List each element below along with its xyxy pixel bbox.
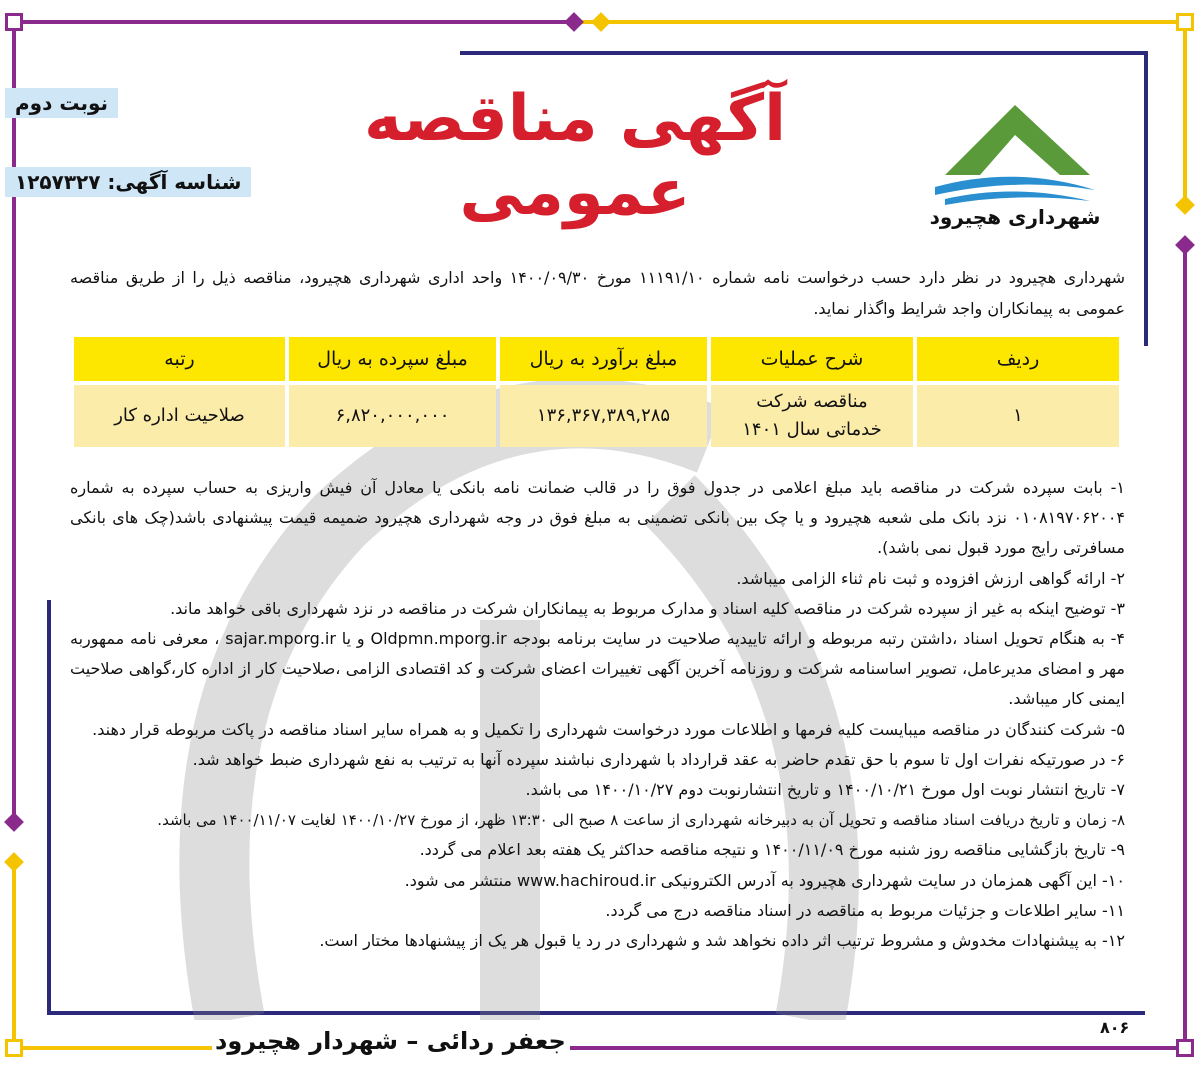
frame-line xyxy=(12,1046,212,1050)
list-item: ۲- ارائه گواهی ارزش افزوده و ثبت نام ثناء الزامی میباشد. xyxy=(736,568,1125,588)
ad-id-value: ۱۲۵۷۳۲۷ xyxy=(15,170,101,194)
frame-corner xyxy=(5,1039,23,1057)
frame-line xyxy=(47,600,51,1015)
col-estimate: مبلغ برآورد به ریال xyxy=(500,337,707,381)
frame-line xyxy=(1183,20,1187,200)
tender-table xyxy=(70,333,1123,451)
frame-diamond xyxy=(564,12,584,32)
table-row xyxy=(74,385,1119,447)
ad-code: ۸۰۶ xyxy=(1100,1018,1130,1037)
frame-diamond xyxy=(1175,235,1195,255)
table-header-row xyxy=(74,337,1119,381)
ad-id-badge xyxy=(5,167,251,197)
list-item: ۳- توضیح اینکه به غیر از سپرده شرکت در مناقصه کلیه اسناد و مدارک مربوط به پیمانکاران شرکت در مناقصه در نزد شهرداری باقی خواهد ماند. xyxy=(170,598,1125,618)
frame-diamond xyxy=(4,812,24,832)
conditions-list xyxy=(70,473,1125,956)
col-row: ردیف xyxy=(917,337,1119,381)
cell-rank: صلاحیت اداره کار xyxy=(74,385,285,447)
page-title: آگهی مناقصه عمومی xyxy=(364,82,786,230)
list-item: ۶- در صورتیکه نفرات اول تا سوم با حق تقدم حاضر به عقد قرارداد با شهرداری نباشند سپرده آنها به ترتیب به نفع شهرداری ضبط خواهد شد. xyxy=(192,749,1125,769)
logo-text: شهرداری هچیرود xyxy=(929,205,1101,229)
list-item: ۵- شرکت کنندگان در مناقصه میبایست کلیه فرمها و اطلاعات مورد درخواست شهرداری را تکمیل و به همراه سایر اسناد مناقصه در پاکت مربوطه قرار دهند. xyxy=(92,719,1125,739)
frame-line xyxy=(570,1046,1187,1050)
frame-line xyxy=(1183,245,1187,1048)
frame-corner xyxy=(5,13,23,31)
frame-corner xyxy=(1176,1039,1194,1057)
frame-diamond xyxy=(591,12,611,32)
frame-line xyxy=(12,20,16,820)
intro-paragraph: شهرداری هچیرود در نظر دارد حسب درخواست نامه شماره ۱۱۱۹۱/۱۰ مورخ ۱۴۰۰/۰۹/۳۰ واحد اداری شهرداری هچیرود، مناقصه ذیل را از طریق مناقصه عمومی به پیمانکاران واجد شرایط واگذار نماید. xyxy=(70,268,1125,318)
list-item: ۷- تاریخ انتشار نوبت اول مورخ ۱۴۰۰/۱۰/۲۱ و تاریخ انتشارنوبت دوم ۱۴۰۰/۱۰/۲۷ می باشد. xyxy=(525,780,1125,800)
col-deposit: مبلغ سپرده به ریال xyxy=(289,337,496,381)
list-item: ۸- زمان و تاریخ دریافت اسناد مناقصه و تحویل آن به دبیرخانه شهرداری از ساعت ۸ صبح الی ۱۳:۳۰ ظهر، از مورخ ۱۴۰۰/۱۰/۲۷ لغایت ۱۴۰۰/۱۱/۰۷ می باشد. xyxy=(157,811,1125,830)
list-item: ۴- به هنگام تحویل اسناد ،داشتن رتبه مربوطه و ارائه تاییدیه صلاحیت در سایت برنامه بودجه Oldpmn.mporg.ir و یا sajar.mporg.ir ، معرفی نامه ممهوربه مهر و امضای مدیرعامل، تصویر اساسنامه شرکت و روزنامه آخرین آگهی تغییرات اعضای شرکت و کد اقتصادی الزامی ،صلاحیت کار از اداره کار،گواهی صلاحیت ایمنی کار میباشد. xyxy=(70,629,1126,709)
round-badge: نوبت دوم xyxy=(5,88,118,118)
frame-line xyxy=(460,51,1148,55)
signature: جعفر ردائی – شهردار هچیرود xyxy=(215,1027,566,1055)
list-item: ۱۲- به پیشنهادات مخدوش و مشروط ترتیب اثر داده نخواهد شد و شهرداری در رد یا قبول هر یک از پیشنهادها مختار است. xyxy=(319,931,1125,951)
cell-deposit: ۶,۸۲۰,۰۰۰,۰۰۰ xyxy=(289,385,496,447)
list-item: ۱۱- سایر اطلاعات و جزئیات مربوط به مناقصه در اسناد مناقصه درج می گردد. xyxy=(605,900,1125,920)
list-item: ۱- بابت سپرده شرکت در مناقصه باید مبلغ اعلامی در جدول فوق را در قالب ضمانت نامه بانکی یا معادل آن فیش واریزی به حساب سپرده به شماره ۰۱۰۸۱۹۷۰۶۲۰۰۴ نزد بانک ملی شعبه هچیرود و یا چک بین بانکی تضمینی به مبلغ فوق در وجه شهرداری هچیرود ضمیمه قیمت پیشنهادی باشد(چک های بانکی مسافرتی رایج مورد قبول نمی باشد). xyxy=(70,478,1125,558)
cell-estimate: ۱۳۶,۳۶۷,۳۸۹,۲۸۵ xyxy=(500,385,707,447)
col-rank: رتبه xyxy=(74,337,285,381)
frame-line xyxy=(12,20,572,24)
cell-description: مناقصه شرکت خدماتی سال ۱۴۰۱ xyxy=(711,385,913,447)
list-item: ۱۰- این آگهی همزمان در سایت شهرداری هچیرود به آدرس الکترونیکی www.hachiroud.ir منتشر می شود. xyxy=(404,870,1125,890)
frame-line xyxy=(12,860,16,1048)
frame-diamond xyxy=(4,852,24,872)
ad-id-label: شناسه آگهی: xyxy=(107,170,242,194)
frame-line xyxy=(1144,51,1148,346)
frame-line xyxy=(580,20,1185,24)
cell-row: ۱ xyxy=(917,385,1119,447)
frame-diamond xyxy=(1175,195,1195,215)
list-item: ۹- تاریخ بازگشایی مناقصه روز شنبه مورخ ۱۴۰۰/۱۱/۰۹ و نتیجه مناقصه حداکثر یک هفته بعد اعلام می گردد. xyxy=(419,840,1125,860)
frame-corner xyxy=(1176,13,1194,31)
col-description: شرح عملیات xyxy=(711,337,913,381)
